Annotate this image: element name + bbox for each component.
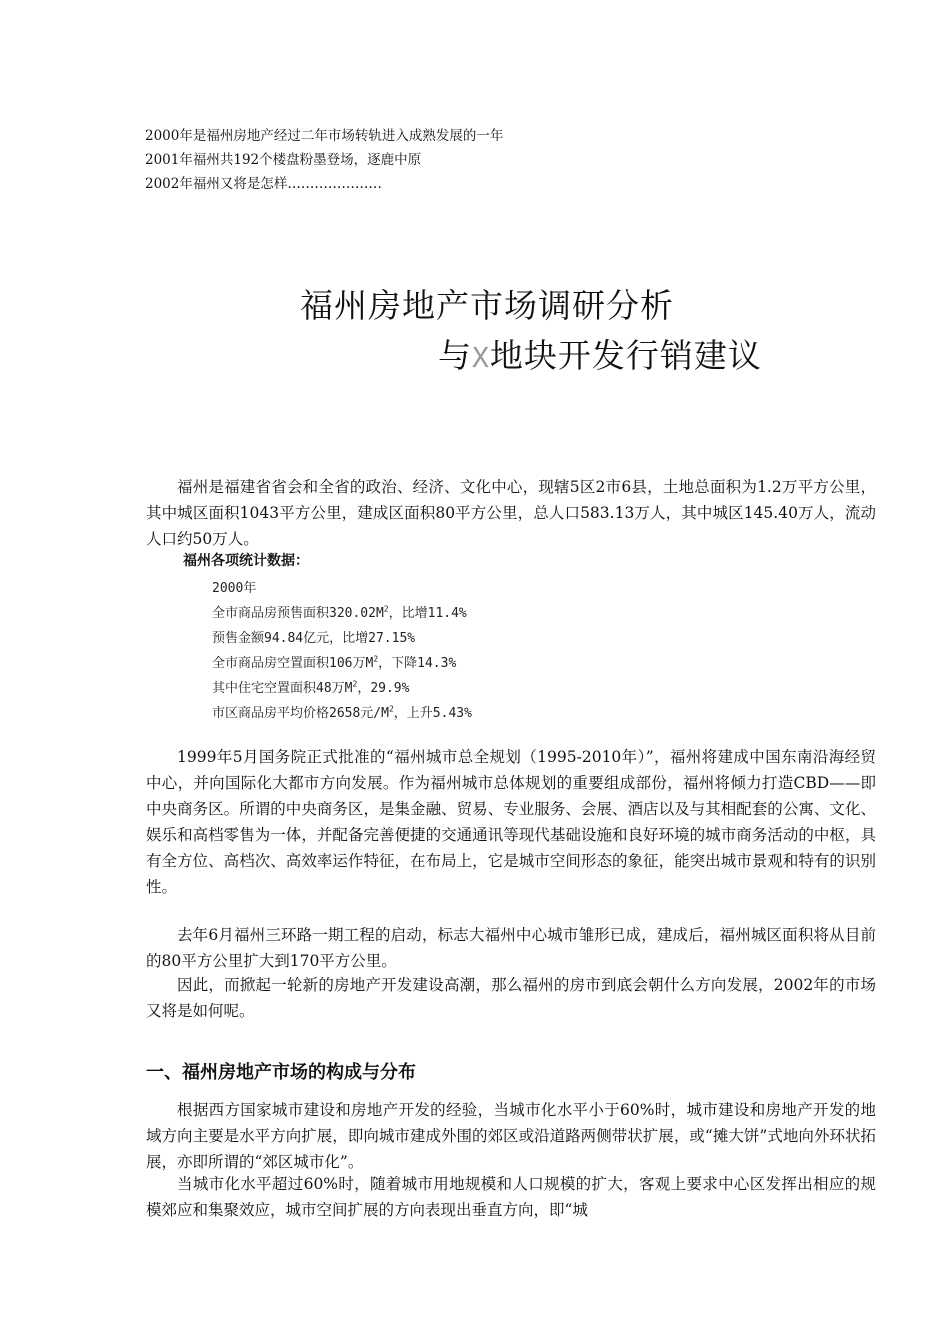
overview-paragraph: 福州是福建省省会和全省的政治、经济、文化中心，现辖5区2市6县，土地总面积为1.2万平方公里，其中城区面积1043平方公里，建成区面积80平方公里，总人口583.13万人，其中城区145.40万人，流动人口约50万人。 xyxy=(146,478,876,548)
stats-item-residential-vacant: 其中住宅空置面积48万$M^2$，29.9% xyxy=(212,679,410,696)
stats-item-presale-amount: 预售金额94.84亿元，比增27.15% xyxy=(212,631,416,646)
stats-year: 2000年 xyxy=(212,581,257,596)
body-paragraph-3: 因此，而掀起一轮新的房地产开发建设高潮，那么福州的房市到底会朝什么方向发展，2002年的市场又将是如何呢。 xyxy=(146,976,876,1020)
intro-line-2002: 2002年福州又将是怎样………………… xyxy=(145,176,382,192)
intro-line-2001: 2001年福州共192个楼盘粉墨登场，逐鹿中原 xyxy=(145,152,422,168)
body-paragraph-2: 去年6月福州三环路一期工程的启动，标志大福州中心城市雏形已成，建成后，福州城区面积将从目前的80平方公里扩大到170平方公里。 xyxy=(146,926,876,970)
stats-heading: 福州各项统计数据： xyxy=(183,553,309,569)
title-x-mark: X xyxy=(472,341,490,374)
stats-item-presale-area: 全市商品房预售面积$320.02M^2$，比增11.4% xyxy=(212,604,467,621)
body-paragraph-1: 1999年5月国务院正式批准的“福州城市总全规划（1995-2010年）”，福州将建成中国东南沿海经贸中心，并向国际化大都市方向发展。作为福州城市总体规划的重要组成部份，福州将倾力打造CBD——即中央商务区。所谓的中央商务区，是集金融、贸易、专业服务、会展、酒店以及与其相配套的公寓、文化、娱乐和高档零售为一体，并配备完善便捷的交通通讯等现代基础设施和良好环境的城市商务活动的中枢，具有全方位、高档次、高效率运作特征，在布局上，它是城市空间形态的象征，能突出城市景观和特有的识别性。 xyxy=(146,748,876,896)
title-line-1: 福州房地产市场调研分析 xyxy=(300,286,674,325)
intro-block xyxy=(145,124,503,196)
title-line-2-prefix: 与 xyxy=(438,336,472,375)
title-line-2 xyxy=(438,330,762,377)
stats-item-vacant-area: 全市商品房空置面积106万$M^2$，下降14.3% xyxy=(212,654,457,671)
stats-list xyxy=(212,576,472,726)
intro-line-2000: 2000年是福州房地产经过二年市场转轨进入成熟发展的一年 xyxy=(145,128,504,144)
section-1-title: 一、福州房地产市场的构成与分布 xyxy=(146,1062,416,1083)
title-line-2-suffix: 地块开发行销建议 xyxy=(489,336,762,375)
stats-item-average-price: 市区商品房平均价格2658元$/M^2$，上升5.43% xyxy=(212,704,472,721)
section-1-paragraph-2: 当城市化水平超过60%时，随着城市用地规模和人口规模的扩大，客观上要求中心区发挥出相应的规模郊应和集聚效应，城市空间扩展的方向表现出垂直方向，即“城 xyxy=(146,1175,876,1219)
section-1-paragraph-1: 根据西方国家城市建设和房地产开发的经验，当城市化水平小于60%时，城市建设和房地产开发的地域方向主要是水平方向扩展，即向城市建成外围的郊区或沿道路两侧带状扩展，或“摊大饼”式地向外环状拓展，亦即所谓的“郊区城市化”。 xyxy=(146,1101,876,1171)
